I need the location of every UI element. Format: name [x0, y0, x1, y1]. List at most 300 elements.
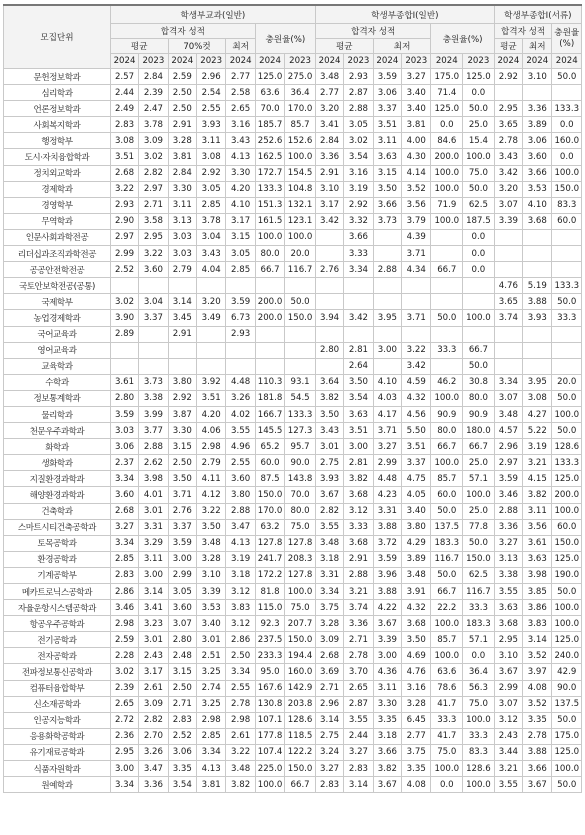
value-cell: 127.8	[255, 535, 284, 551]
value-cell: 237.5	[255, 632, 284, 648]
value-cell: 3.00	[139, 567, 168, 583]
value-cell: 3.60	[226, 471, 255, 487]
value-cell	[196, 326, 225, 342]
value-cell: 2.90	[110, 213, 138, 229]
value-cell: 2.50	[168, 101, 196, 117]
value-cell: 160.0	[552, 133, 582, 149]
value-cell: 63.6	[431, 664, 463, 680]
value-cell: 2.88	[344, 567, 373, 583]
value-cell: 100.0	[463, 149, 495, 165]
value-cell: 4.06	[196, 423, 225, 439]
value-cell: 4.08	[402, 777, 431, 793]
year-header: 2023	[463, 54, 495, 69]
value-cell: 42.9	[552, 664, 582, 680]
value-cell: 4.22	[373, 600, 401, 616]
value-cell: 3.34	[344, 262, 373, 278]
value-cell: 3.78	[139, 117, 168, 133]
value-cell: 3.27	[494, 535, 522, 551]
value-cell: 2.44	[344, 728, 373, 744]
value-cell: 50.0	[463, 181, 495, 197]
value-cell: 3.88	[373, 584, 401, 600]
value-cell: 3.75	[315, 600, 343, 616]
value-cell: 3.51	[373, 117, 401, 133]
value-cell	[285, 278, 316, 294]
value-cell: 90.0	[285, 455, 316, 471]
value-cell: 3.17	[315, 197, 343, 213]
value-cell: 85.7	[431, 632, 463, 648]
value-cell: 2.37	[110, 455, 138, 471]
value-cell: 2.36	[110, 728, 138, 744]
value-cell: 4.10	[373, 374, 401, 390]
value-cell: 50.0	[463, 535, 495, 551]
value-cell: 172.2	[255, 567, 284, 583]
value-cell: 127.3	[285, 423, 316, 439]
value-cell: 3.34	[110, 777, 138, 793]
value-cell: 2.92	[168, 390, 196, 406]
value-cell	[373, 246, 401, 262]
value-cell: 3.66	[523, 761, 552, 777]
value-cell: 3.28	[402, 696, 431, 712]
value-cell: 100.0	[463, 777, 495, 793]
value-cell	[552, 246, 582, 262]
value-cell: 3.99	[139, 406, 168, 422]
value-cell: 3.02	[110, 294, 138, 310]
value-cell: 3.74	[344, 600, 373, 616]
value-cell: 170.0	[285, 101, 316, 117]
value-cell: 100.0	[552, 616, 582, 632]
table-row	[4, 761, 582, 777]
value-cell	[523, 246, 552, 262]
value-cell: 3.37	[168, 519, 196, 535]
value-cell: 3.30	[168, 181, 196, 197]
value-cell	[110, 342, 138, 358]
value-cell: 3.01	[139, 632, 168, 648]
value-cell: 3.88	[523, 744, 552, 760]
value-cell: 3.20	[196, 294, 225, 310]
value-cell: 240.0	[552, 648, 582, 664]
value-cell: 3.11	[373, 680, 401, 696]
admission-results-table	[3, 4, 582, 793]
unit-name-cell: 지질환경과학과	[4, 471, 111, 487]
value-cell	[315, 326, 343, 342]
value-cell: 3.61	[110, 374, 138, 390]
value-cell: 3.59	[110, 406, 138, 422]
value-cell: 4.11	[196, 471, 225, 487]
value-cell: 3.71	[402, 310, 431, 326]
table-header	[4, 5, 582, 69]
value-cell: 2.65	[226, 101, 255, 117]
value-cell: 25.0	[463, 117, 495, 133]
value-cell: 110.3	[255, 374, 284, 390]
value-cell: 3.19	[344, 181, 373, 197]
value-cell: 84.6	[431, 133, 463, 149]
value-cell: 3.80	[402, 519, 431, 535]
value-cell: 60.0	[552, 519, 582, 535]
value-cell	[168, 358, 196, 374]
unit-name-cell: 문헌정보학과	[4, 69, 111, 85]
value-cell: 0.0	[463, 229, 495, 245]
value-cell: 3.33	[344, 519, 373, 535]
table-row	[4, 439, 582, 455]
value-cell: 4.10	[226, 197, 255, 213]
value-cell: 3.14	[344, 777, 373, 793]
value-cell: 183.3	[463, 616, 495, 632]
value-cell	[196, 358, 225, 374]
value-cell: 2.54	[196, 85, 225, 101]
value-cell: 4.48	[226, 374, 255, 390]
value-cell: 3.28	[196, 551, 225, 567]
value-cell: 3.07	[494, 390, 522, 406]
value-cell: 66.7	[255, 262, 284, 278]
table-row	[4, 117, 582, 133]
value-cell: 3.96	[373, 567, 401, 583]
value-cell: 41.7	[431, 728, 463, 744]
value-cell: 100.0	[463, 712, 495, 728]
value-cell: 3.68	[402, 616, 431, 632]
value-cell: 3.06	[373, 85, 401, 101]
value-cell: 3.70	[344, 664, 373, 680]
value-cell: 5.19	[523, 278, 552, 294]
value-cell: 3.20	[315, 101, 343, 117]
value-cell: 3.18	[315, 551, 343, 567]
value-cell: 62.5	[463, 567, 495, 583]
value-cell: 3.08	[110, 133, 138, 149]
value-cell: 3.12	[344, 503, 373, 519]
year-header: 2024	[110, 54, 138, 69]
value-cell: 3.73	[139, 374, 168, 390]
value-cell: 2.83	[110, 567, 138, 583]
value-cell: 4.13	[226, 149, 255, 165]
column-header-unit: 모집단위	[4, 5, 111, 69]
value-cell: 2.75	[315, 455, 343, 471]
value-cell: 2.61	[226, 728, 255, 744]
value-cell: 2.71	[344, 632, 373, 648]
value-cell: 3.94	[315, 310, 343, 326]
value-cell: 2.83	[315, 777, 343, 793]
table-row	[4, 584, 582, 600]
value-cell	[402, 294, 431, 310]
value-cell: 3.74	[494, 310, 522, 326]
value-cell: 3.51	[344, 423, 373, 439]
value-cell: 125.0	[463, 69, 495, 85]
unit-name-cell: 공공안전학전공	[4, 262, 111, 278]
value-cell: 2.99	[110, 246, 138, 262]
value-cell: 2.70	[139, 728, 168, 744]
value-cell: 2.78	[344, 648, 373, 664]
value-cell: 3.05	[226, 246, 255, 262]
value-cell: 0.0	[463, 262, 495, 278]
table-row	[4, 567, 582, 583]
unit-name-cell: 경제학과	[4, 181, 111, 197]
unit-name-cell: 영어교육과	[4, 342, 111, 358]
value-cell	[523, 358, 552, 374]
value-cell: 3.34	[196, 744, 225, 760]
value-cell: 50.0	[431, 310, 463, 326]
year-header: 2024	[431, 54, 463, 69]
table-row	[4, 390, 582, 406]
value-cell: 4.36	[373, 664, 401, 680]
value-cell: 0.0	[463, 85, 495, 101]
value-cell: 2.88	[494, 503, 522, 519]
table-row	[4, 777, 582, 793]
value-cell: 85.7	[285, 117, 316, 133]
value-cell: 3.48	[402, 567, 431, 583]
value-cell: 3.71	[402, 246, 431, 262]
value-cell: 4.01	[139, 487, 168, 503]
value-cell: 3.61	[523, 535, 552, 551]
value-cell: 3.35	[523, 712, 552, 728]
value-cell: 0.0	[552, 149, 582, 165]
value-cell	[523, 262, 552, 278]
value-cell: 3.93	[523, 310, 552, 326]
subheader-avg-jonghap: 평균	[315, 39, 373, 54]
value-cell: 2.74	[196, 680, 225, 696]
value-cell: 3.20	[494, 181, 522, 197]
value-cell: 3.08	[523, 390, 552, 406]
value-cell	[285, 326, 316, 342]
value-cell: 4.39	[402, 229, 431, 245]
value-cell: 4.02	[226, 406, 255, 422]
value-cell: 50.0	[552, 69, 582, 85]
value-cell: 3.18	[226, 567, 255, 583]
value-cell: 2.83	[110, 117, 138, 133]
value-cell: 2.78	[523, 728, 552, 744]
unit-name-cell: 신소재공학과	[4, 696, 111, 712]
year-header: 2024	[226, 54, 255, 69]
value-cell	[431, 278, 463, 294]
value-cell: 187.5	[463, 213, 495, 229]
value-cell: 33.3	[463, 600, 495, 616]
value-cell: 3.66	[373, 744, 401, 760]
value-cell: 2.91	[315, 165, 343, 181]
value-cell: 172.7	[255, 165, 284, 181]
value-cell: 70.0	[285, 487, 316, 503]
value-cell: 4.03	[373, 390, 401, 406]
value-cell: 3.66	[373, 197, 401, 213]
value-cell: 3.83	[226, 600, 255, 616]
value-cell: 60.0	[431, 487, 463, 503]
value-cell: 3.34	[226, 664, 255, 680]
table-row	[4, 101, 582, 117]
value-cell: 36.4	[285, 85, 316, 101]
value-cell	[523, 85, 552, 101]
value-cell: 2.78	[494, 133, 522, 149]
value-cell: 3.63	[344, 406, 373, 422]
value-cell: 161.5	[255, 213, 284, 229]
value-cell: 3.45	[168, 310, 196, 326]
value-cell: 57.1	[463, 632, 495, 648]
value-cell: 2.51	[196, 648, 225, 664]
value-cell	[315, 229, 343, 245]
value-cell: 0.0	[431, 117, 463, 133]
value-cell: 133.3	[552, 278, 582, 294]
value-cell: 2.83	[168, 712, 196, 728]
value-cell: 3.13	[168, 213, 196, 229]
value-cell: 4.29	[402, 535, 431, 551]
value-cell: 41.7	[431, 696, 463, 712]
value-cell: 200.0	[552, 487, 582, 503]
value-cell: 3.52	[523, 648, 552, 664]
value-cell: 3.40	[402, 85, 431, 101]
value-cell: 4.23	[373, 487, 401, 503]
value-cell: 3.14	[523, 632, 552, 648]
value-cell: 3.47	[139, 761, 168, 777]
value-cell: 3.27	[344, 744, 373, 760]
value-cell: 3.01	[196, 632, 225, 648]
value-cell: 50.0	[552, 294, 582, 310]
value-cell: 152.6	[285, 133, 316, 149]
value-cell: 2.83	[344, 761, 373, 777]
value-cell: 3.10	[494, 648, 522, 664]
value-cell: 100.0	[255, 229, 284, 245]
value-cell: 2.89	[110, 326, 138, 342]
value-cell: 4.96	[226, 439, 255, 455]
value-cell: 3.36	[523, 101, 552, 117]
table-row	[4, 616, 582, 632]
value-cell: 3.72	[373, 535, 401, 551]
value-cell: 6.73	[226, 310, 255, 326]
value-cell: 2.98	[110, 616, 138, 632]
value-cell: 203.8	[285, 696, 316, 712]
value-cell: 3.16	[226, 117, 255, 133]
value-cell: 2.28	[110, 648, 138, 664]
value-cell: 3.93	[196, 117, 225, 133]
value-cell: 3.50	[315, 406, 343, 422]
group-header-gyogwa: 학생부교과(일반)	[110, 5, 315, 24]
value-cell: 3.95	[523, 374, 552, 390]
value-cell: 3.27	[315, 761, 343, 777]
value-cell: 252.6	[255, 133, 284, 149]
value-cell: 2.85	[226, 262, 255, 278]
subheader-min-gyogwa: 최저	[226, 39, 255, 54]
value-cell: 71.9	[431, 197, 463, 213]
unit-name-cell: 식품자원학과	[4, 761, 111, 777]
table-row	[4, 551, 582, 567]
value-cell: 2.50	[168, 680, 196, 696]
unit-name-cell: 기계공학부	[4, 567, 111, 583]
value-cell: 20.0	[552, 374, 582, 390]
value-cell: 66.7	[431, 439, 463, 455]
value-cell: 2.85	[196, 728, 225, 744]
unit-name-cell: 인공지능학과	[4, 712, 111, 728]
value-cell: 80.0	[431, 423, 463, 439]
value-cell: 125.0	[552, 471, 582, 487]
value-cell: 50.0	[431, 567, 463, 583]
value-cell: 4.76	[494, 278, 522, 294]
value-cell: 80.0	[255, 246, 284, 262]
value-cell: 100.0	[431, 165, 463, 181]
value-cell	[523, 326, 552, 342]
value-cell: 2.82	[315, 503, 343, 519]
value-cell: 3.14	[168, 294, 196, 310]
value-cell: 3.54	[344, 390, 373, 406]
year-header: 2024	[168, 54, 196, 69]
year-header: 2023	[285, 54, 316, 69]
value-cell: 167.6	[255, 680, 284, 696]
value-cell: 78.6	[431, 680, 463, 696]
value-cell: 2.68	[110, 165, 138, 181]
value-cell: 100.0	[431, 761, 463, 777]
value-cell: 3.05	[196, 181, 225, 197]
value-cell: 3.50	[168, 471, 196, 487]
value-cell: 3.00	[373, 342, 401, 358]
value-cell: 175.0	[552, 728, 582, 744]
value-cell: 3.35	[168, 761, 196, 777]
value-cell: 3.16	[344, 165, 373, 181]
value-cell: 3.01	[139, 503, 168, 519]
value-cell: 150.0	[463, 551, 495, 567]
value-cell: 160.0	[285, 664, 316, 680]
value-cell: 150.0	[552, 535, 582, 551]
value-cell: 3.10	[523, 69, 552, 85]
value-cell: 33.3	[552, 310, 582, 326]
value-cell: 6.45	[402, 712, 431, 728]
unit-name-cell: 원예학과	[4, 777, 111, 793]
value-cell: 66.7	[285, 777, 316, 793]
value-cell: 2.50	[168, 455, 196, 471]
table-row	[4, 310, 582, 326]
value-cell: 3.24	[315, 744, 343, 760]
value-cell: 151.3	[255, 197, 284, 213]
value-cell: 90.9	[431, 406, 463, 422]
value-cell	[110, 278, 138, 294]
value-cell: 3.46	[494, 487, 522, 503]
table-row	[4, 519, 582, 535]
value-cell	[494, 326, 522, 342]
value-cell: 3.50	[402, 632, 431, 648]
value-cell: 2.97	[139, 181, 168, 197]
table-row	[4, 165, 582, 181]
value-cell: 3.34	[494, 374, 522, 390]
value-cell: 128.6	[552, 439, 582, 455]
subheader-min-jonghap: 최저	[373, 39, 431, 54]
value-cell: 3.27	[402, 69, 431, 85]
value-cell: 2.55	[226, 455, 255, 471]
value-cell	[552, 326, 582, 342]
value-cell: 2.55	[226, 680, 255, 696]
value-cell: 3.60	[110, 487, 138, 503]
value-cell: 66.7	[431, 584, 463, 600]
value-cell: 3.78	[196, 213, 225, 229]
value-cell: 4.57	[494, 423, 522, 439]
value-cell: 3.42	[402, 358, 431, 374]
table-row	[4, 600, 582, 616]
value-cell: 3.82	[523, 487, 552, 503]
value-cell: 3.53	[523, 181, 552, 197]
value-cell: 125.0	[552, 551, 582, 567]
group-header-jonghap: 학생부종합Ⅰ(일반)	[315, 5, 494, 24]
unit-name-cell: 언론정보학과	[4, 101, 111, 117]
value-cell: 2.50	[226, 648, 255, 664]
value-cell: 2.95	[494, 101, 522, 117]
value-cell: 93.1	[285, 374, 316, 390]
value-cell: 3.39	[196, 584, 225, 600]
value-cell: 3.03	[110, 423, 138, 439]
value-cell	[463, 326, 495, 342]
value-cell: 4.76	[402, 664, 431, 680]
unit-name-cell: 생화학과	[4, 455, 111, 471]
value-cell: 2.91	[344, 551, 373, 567]
value-cell: 2.86	[110, 584, 138, 600]
value-cell	[255, 278, 284, 294]
value-cell: 3.86	[523, 600, 552, 616]
value-cell: 107.4	[255, 744, 284, 760]
value-cell: 4.27	[523, 406, 552, 422]
unit-name-cell: 건축학과	[4, 503, 111, 519]
value-cell: 4.30	[402, 149, 431, 165]
value-cell: 62.5	[463, 197, 495, 213]
subheader-pass-grade-jonghap: 합격자 성적	[315, 24, 431, 39]
